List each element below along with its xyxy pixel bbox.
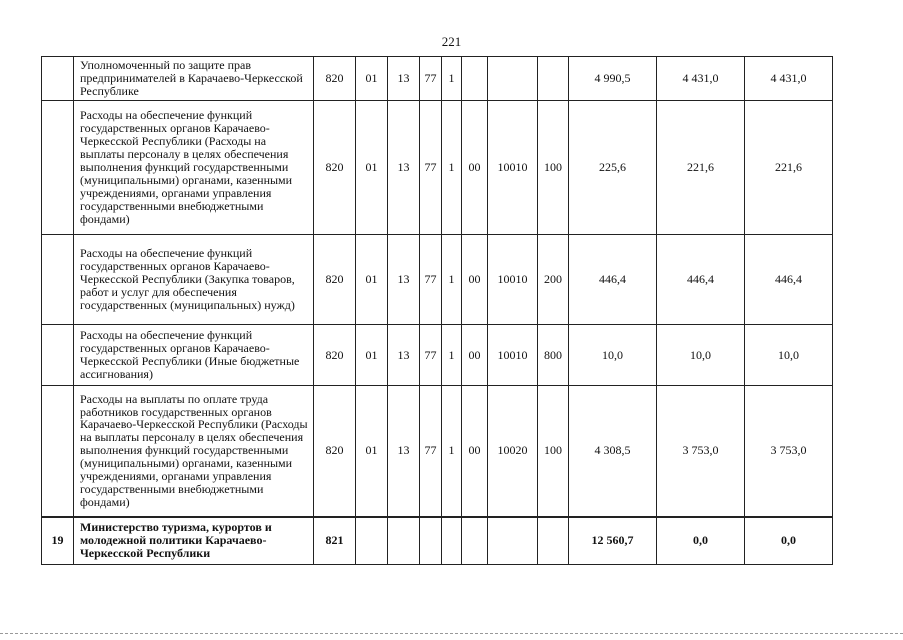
amount-1: 12 560,7 — [569, 517, 657, 565]
subsection-code: 13 — [388, 101, 420, 235]
subprogram-code — [442, 517, 462, 565]
amount-2: 0,0 — [657, 517, 745, 565]
ministry-code: 820 — [314, 57, 356, 101]
row-number: 19 — [42, 517, 74, 565]
amount-2: 3 753,0 — [657, 386, 745, 517]
row-name: Расходы на обеспечение функций государственных органов Карачаево-Черкесской Республики (Иные бюджетные ассигнования) — [74, 325, 314, 386]
row-number — [42, 325, 74, 386]
row-number — [42, 101, 74, 235]
section-code: 01 — [356, 101, 388, 235]
amount-1: 225,6 — [569, 101, 657, 235]
expense-code: 10010 — [488, 101, 538, 235]
section-code: 01 — [356, 386, 388, 517]
expense-kind — [538, 517, 569, 565]
ministry-code: 821 — [314, 517, 356, 565]
subsection-code: 13 — [388, 325, 420, 386]
table-row — [42, 517, 833, 565]
direction-code: 00 — [462, 325, 488, 386]
subprogram-code: 1 — [442, 235, 462, 325]
amount-1: 446,4 — [569, 235, 657, 325]
direction-code: 00 — [462, 386, 488, 517]
ministry-code: 820 — [314, 325, 356, 386]
amount-1: 4 308,5 — [569, 386, 657, 517]
row-number — [42, 235, 74, 325]
program-code: 77 — [420, 386, 442, 517]
subprogram-code: 1 — [442, 57, 462, 101]
amount-3: 221,6 — [745, 101, 833, 235]
amount-2: 4 431,0 — [657, 57, 745, 101]
expense-code — [488, 517, 538, 565]
row-name: Расходы на выплаты по оплате труда работников государственных органов Карачаево-Черкесской Республики (Расходы на выплаты персоналу в целях обеспечения выполнения функций государственными (муниципальными) органами, казенными учреждениями, органами управления государственными внебюджетными фондами) — [74, 386, 314, 517]
program-code — [420, 517, 442, 565]
amount-2: 221,6 — [657, 101, 745, 235]
amount-3: 10,0 — [745, 325, 833, 386]
row-name: Министерство туризма, курортов и молодежной политики Карачаево-Черкесской Республики — [74, 517, 314, 565]
amount-3: 446,4 — [745, 235, 833, 325]
expense-code: 10010 — [488, 235, 538, 325]
subsection-code: 13 — [388, 235, 420, 325]
section-code: 01 — [356, 325, 388, 386]
subprogram-code: 1 — [442, 325, 462, 386]
row-name: Уполномоченный по защите прав предпринимателей в Карачаево-Черкесской Республике — [74, 57, 314, 101]
program-code: 77 — [420, 57, 442, 101]
expense-kind: 100 — [538, 386, 569, 517]
amount-1: 10,0 — [569, 325, 657, 386]
ministry-code: 820 — [314, 101, 356, 235]
table-row — [42, 325, 833, 386]
direction-code: 00 — [462, 235, 488, 325]
expense-code: 10020 — [488, 386, 538, 517]
scan-edge-divider — [0, 633, 903, 634]
table-row — [42, 101, 833, 235]
row-name: Расходы на обеспечение функций государственных органов Карачаево-Черкесской Республики (Расходы на выплаты персоналу в целях обеспечения выполнения функций государственными (муниципальными) органами, казенными учреждениями, органами управления государственными внебюджетными фондами) — [74, 101, 314, 235]
page-number: 221 — [441, 34, 462, 49]
section-code: 01 — [356, 57, 388, 101]
section-code — [356, 517, 388, 565]
amount-3: 0,0 — [745, 517, 833, 565]
program-code: 77 — [420, 235, 442, 325]
expense-kind — [538, 57, 569, 101]
subsection-code: 13 — [388, 386, 420, 517]
table-row — [42, 57, 833, 101]
table-row — [42, 386, 833, 517]
table-row — [42, 235, 833, 325]
direction-code — [462, 57, 488, 101]
amount-1: 4 990,5 — [569, 57, 657, 101]
expense-kind: 200 — [538, 235, 569, 325]
subprogram-code: 1 — [442, 101, 462, 235]
amount-2: 446,4 — [657, 235, 745, 325]
section-code: 01 — [356, 235, 388, 325]
direction-code: 00 — [462, 101, 488, 235]
ministry-code: 820 — [314, 386, 356, 517]
subsection-code — [388, 517, 420, 565]
subsection-code: 13 — [388, 57, 420, 101]
row-name: Расходы на обеспечение функций государственных органов Карачаево-Черкесской Республики (Закупка товаров, работ и услуг для обеспечения государственных (муниципальных) нужд) — [74, 235, 314, 325]
budget-table — [41, 56, 833, 565]
expense-code — [488, 57, 538, 101]
direction-code — [462, 517, 488, 565]
expense-code: 10010 — [488, 325, 538, 386]
program-code: 77 — [420, 101, 442, 235]
amount-3: 4 431,0 — [745, 57, 833, 101]
row-number — [42, 386, 74, 517]
subprogram-code: 1 — [442, 386, 462, 517]
program-code: 77 — [420, 325, 442, 386]
amount-3: 3 753,0 — [745, 386, 833, 517]
ministry-code: 820 — [314, 235, 356, 325]
amount-2: 10,0 — [657, 325, 745, 386]
expense-kind: 100 — [538, 101, 569, 235]
row-number — [42, 57, 74, 101]
expense-kind: 800 — [538, 325, 569, 386]
